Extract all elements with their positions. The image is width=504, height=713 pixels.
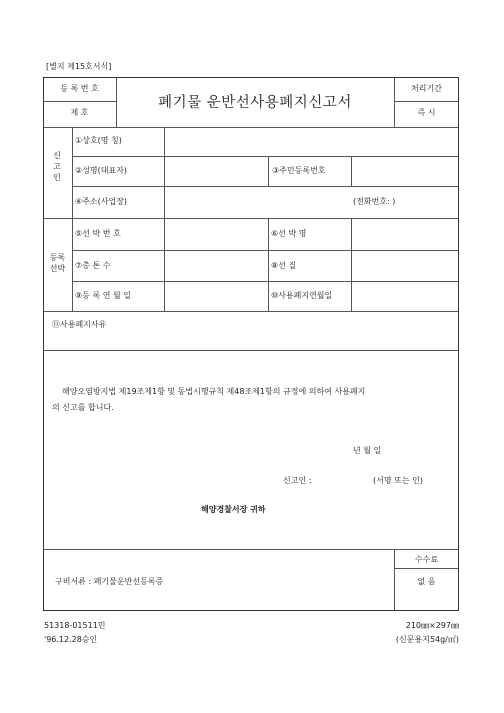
divider-row2 <box>72 186 459 187</box>
form-code: 51318-01511민 <box>44 621 106 630</box>
divider-reason <box>43 350 459 351</box>
divider-reg-number <box>43 101 116 102</box>
reporter-section-label: 신 고 인 <box>53 151 61 182</box>
processing-period-value: 즉 시 <box>417 108 436 117</box>
report-form <box>43 77 459 611</box>
paper-type: (신문용지54g/㎡) <box>395 635 459 644</box>
divider-declaration <box>43 549 459 550</box>
addressee: 해양경찰서장 귀하 <box>201 505 266 514</box>
divider-v-res2 <box>351 156 352 186</box>
divider-v-vessel-left <box>164 218 165 311</box>
fee-label: 수수료 <box>414 555 439 564</box>
phone-label: (전화번호: ) <box>353 197 396 206</box>
signature-label: (서명 또는 인) <box>373 476 423 485</box>
number-label: 제 호 <box>70 108 89 117</box>
divider-vessel <box>43 311 459 312</box>
divider-processing <box>394 101 459 102</box>
divider-v-section <box>72 127 73 311</box>
form-type-label: [별지 제15호서식] <box>46 62 112 71</box>
attachments-label: 구비서류 : 폐기물운반선등록증 <box>55 577 164 586</box>
divider-header <box>43 127 459 128</box>
reg-number-label: 등 록 번 호 <box>60 84 99 93</box>
resident-number-label: ③주민등록번호 <box>272 166 326 175</box>
divider-row4 <box>72 250 459 251</box>
divider-v-rep <box>164 156 165 186</box>
divider-v-vessel-right <box>351 218 352 311</box>
divider-v-res <box>268 156 269 186</box>
divider-reporter <box>43 218 459 219</box>
company-name-label: ①상호(명 칭) <box>75 136 122 145</box>
divider-fee <box>394 568 459 569</box>
material-label: ⑧선 질 <box>271 261 297 270</box>
paper-size: 210㎜×297㎜ <box>405 621 459 630</box>
registration-date-label: ⑨등 록 연 월 일 <box>75 291 131 300</box>
approval-date: '96.12.28승인 <box>44 635 98 644</box>
divider-v-name <box>164 127 165 156</box>
ship-number-label: ⑤선 박 번 호 <box>75 229 121 238</box>
declaration-line1: 해양오염방지법 제19조제1항 및 동법시행규칙 제48조제1항의 규정에 의하여 사용폐지 <box>62 387 366 396</box>
representative-label: ②성명(대표자) <box>75 166 128 175</box>
reporter-label: 신고인 : <box>283 476 312 485</box>
form-title: 폐기물 운반선사용폐지신고서 <box>158 95 352 111</box>
divider-row1 <box>72 156 459 157</box>
discontinuation-date-label: ⑩사용폐지연월일 <box>271 291 333 300</box>
reason-label: ⑪사용폐지사유 <box>52 320 107 329</box>
divider-v-vessel-mid <box>268 218 269 311</box>
ship-name-label: ⑥선 박 명 <box>271 229 307 238</box>
declaration-line2: 의 신고를 합니다. <box>52 403 114 412</box>
address-label: ④주소(사업장) <box>75 197 128 206</box>
vessel-section-label: 등록 선박 <box>49 253 66 273</box>
gross-tonnage-label: ⑦총 톤 수 <box>75 261 111 270</box>
fee-value: 없 음 <box>417 577 436 586</box>
processing-period-label: 처리기간 <box>411 84 442 93</box>
divider-v-addr <box>164 186 165 218</box>
divider-row5 <box>72 281 459 282</box>
report-date: 년 월 일 <box>353 446 382 455</box>
